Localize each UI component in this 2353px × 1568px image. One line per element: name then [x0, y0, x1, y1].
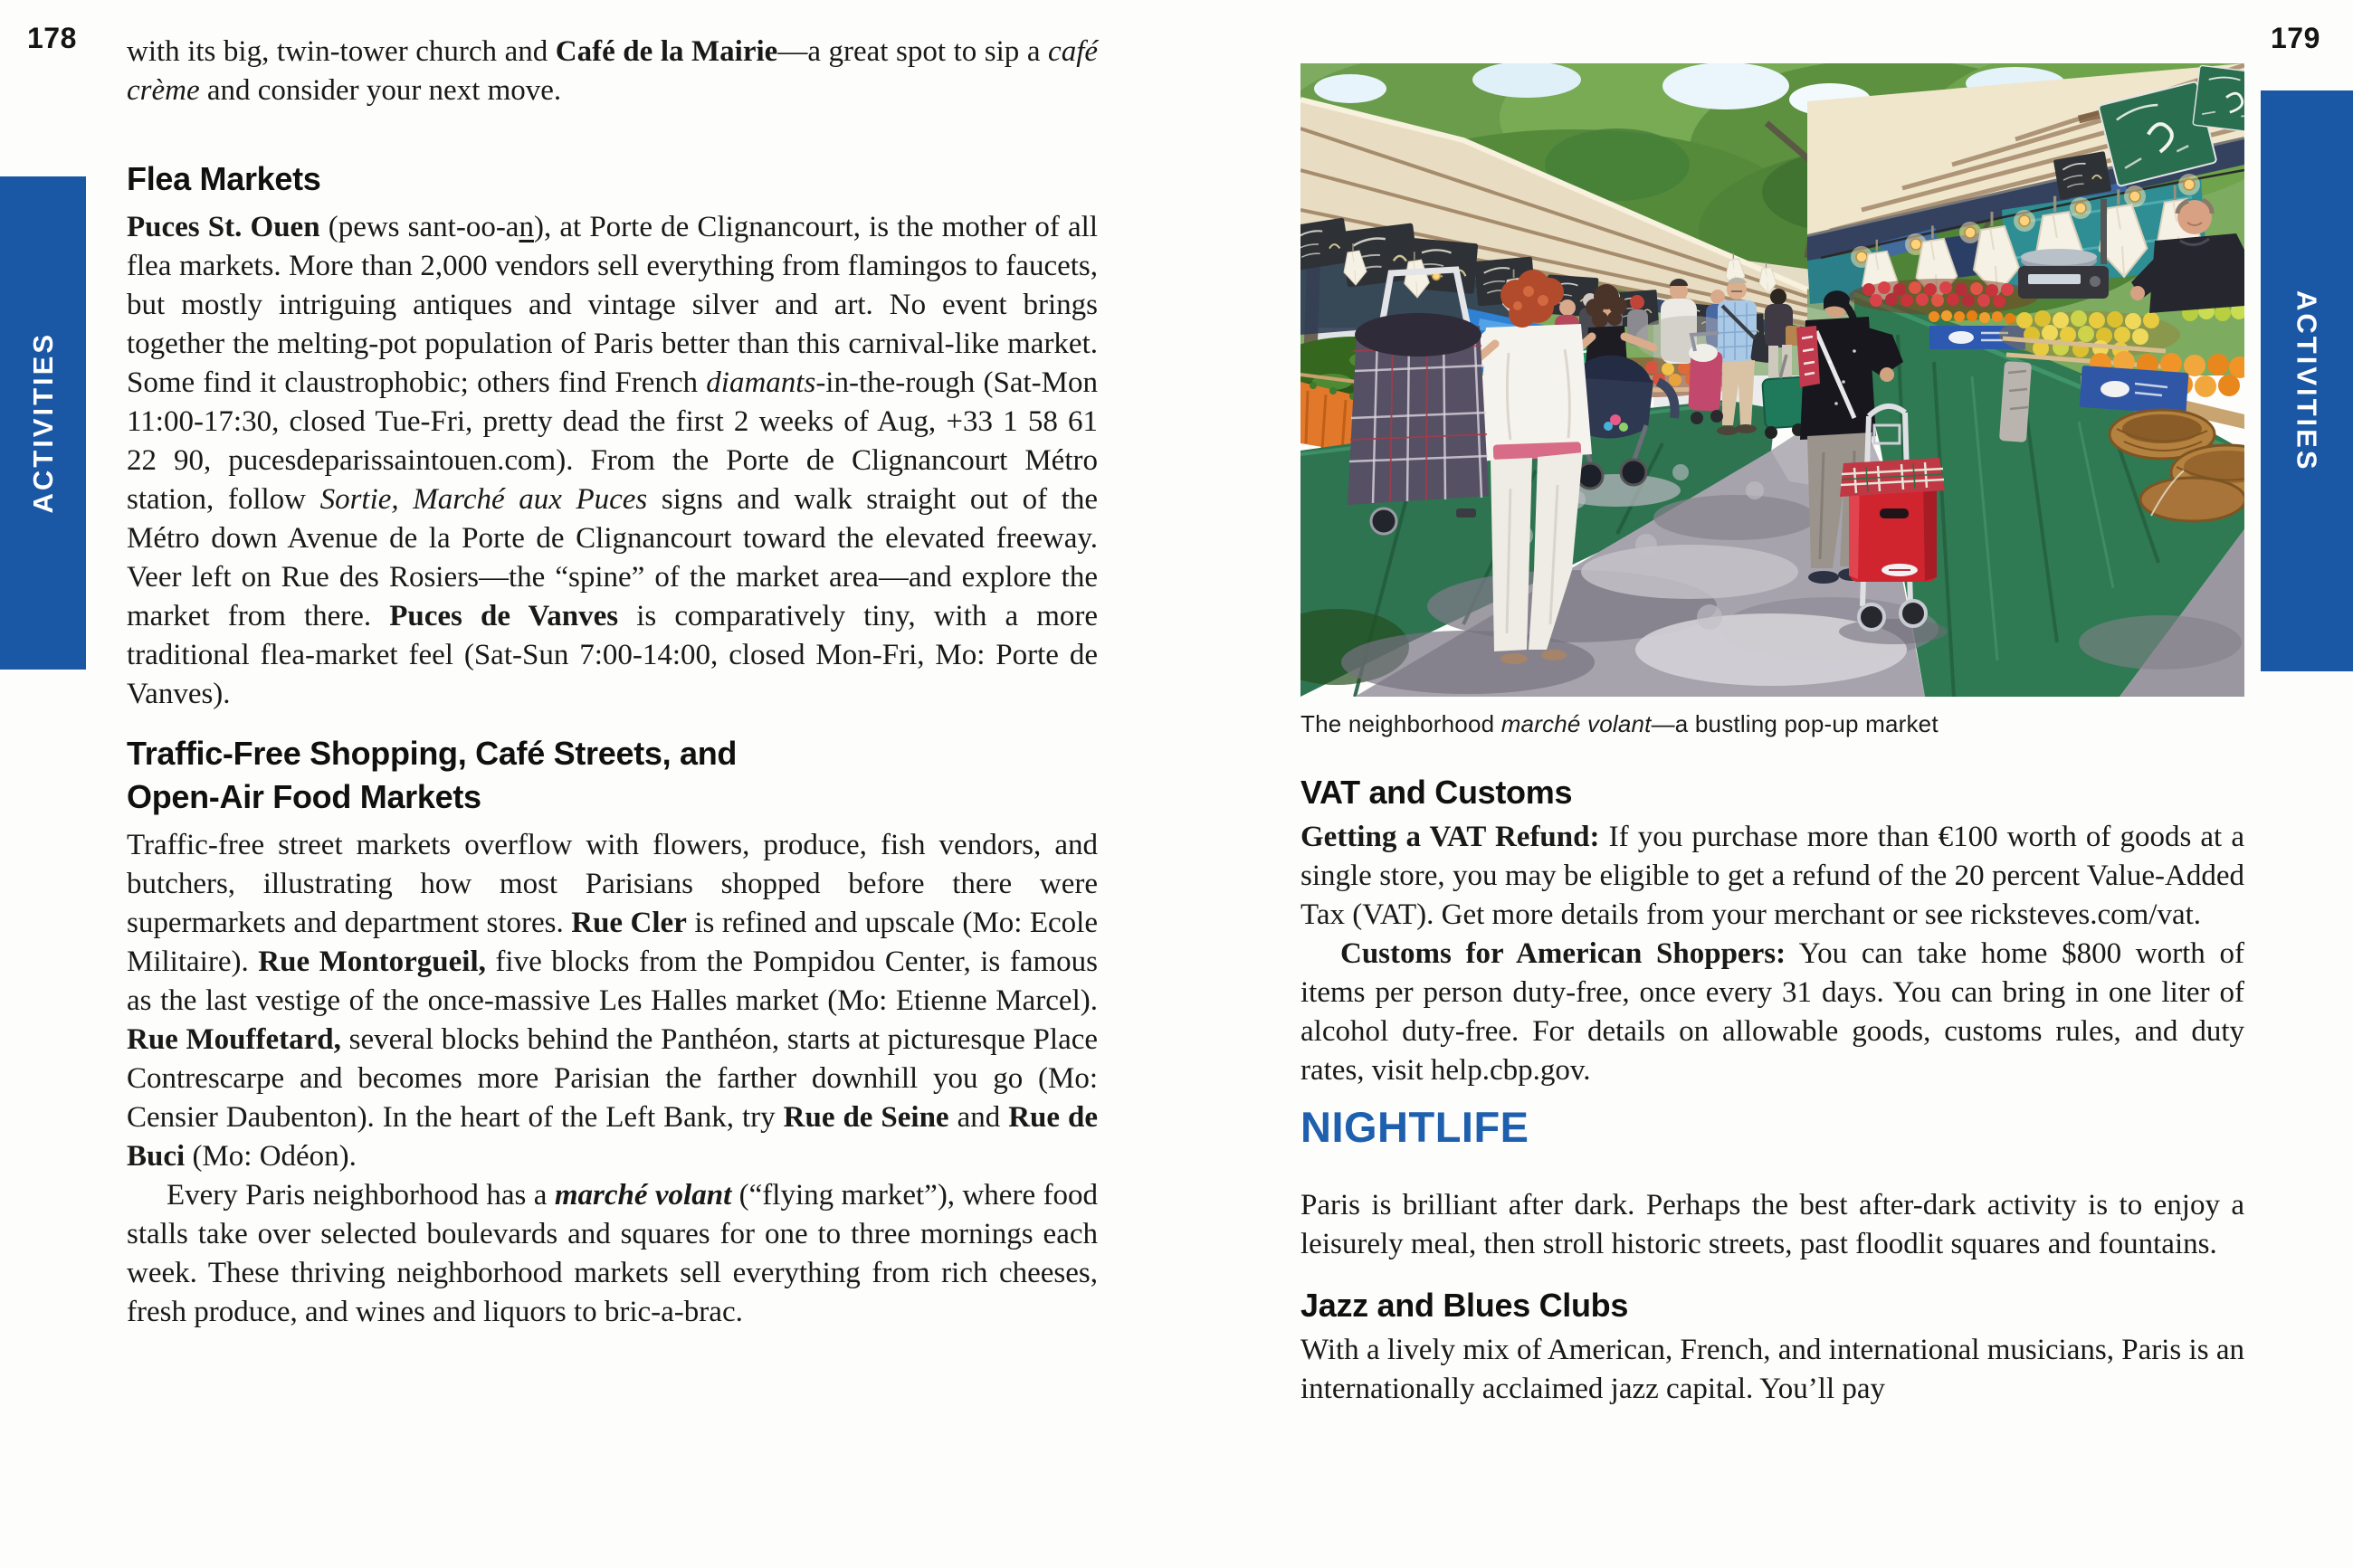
- page-number-right: 179: [2271, 22, 2320, 54]
- photo-caption: The neighborhood marché volant—a bustling pop-up market: [1300, 710, 1939, 737]
- activities-tab-right: [2261, 90, 2353, 671]
- customs-paragraph: Customs for American Shoppers: You can take home $800 worth of items per person duty-free, once every 31 days. You can bring in one liter of alcohol duty-free. For details on allowable goods, customs rules, and duty rates, visit help.cbp.gov.: [1300, 937, 2245, 1087]
- activities-tab-left: [0, 176, 86, 670]
- activities-tab-right-label: ACTIVITIES: [2291, 290, 2323, 472]
- flea-markets-heading: Flea Markets: [127, 160, 321, 197]
- shopping-heading-line1: Traffic-Free Shopping, Café Streets, and: [127, 735, 738, 772]
- right-page-column: [1300, 63, 2244, 1409]
- page-number-left: 178: [27, 22, 77, 54]
- shopping-heading: [127, 732, 1098, 819]
- market-photo-scene: [1300, 63, 2244, 697]
- vat-customs-heading: VAT and Customs: [1300, 774, 1573, 811]
- shopping-paragraph: Traffic-free street markets overflow with flowers, produce, fish vendors, and butchers, illustrating how most Parisians shopped before there were supermarkets and department stores. Rue Cler is refined and upscale (Mo: Ecole Militaire). Rue Montorgueil, five blocks from the Pompidou Center, is famous as the last vestige of the once-massive Les Halles market (Mo: Etienne Marcel). Rue Mouffetard, several blocks behind the Panthéon, starts at picturesque Place Contrescarpe and becomes more Parisian the farther downhill you go (Mo: Censier Daubenton). In the heart of the Left Bank, try Rue de Seine and Rue de Buci (Mo: Odéon).: [127, 829, 1099, 1173]
- intro-paragraph: with its big, twin-tower church and Café de la Mairie—a great spot to sip a café crème and consider your next move.: [127, 35, 1099, 107]
- market-photo: [1300, 63, 2244, 697]
- nightlife-heading: NIGHTLIFE: [1300, 1103, 1529, 1151]
- jazz-blues-heading: Jazz and Blues Clubs: [1300, 1287, 1629, 1324]
- activities-tab-left-label: ACTIVITIES: [27, 332, 59, 514]
- nightlife-intro-paragraph: Paris is brilliant after dark. Perhaps the best after-dark activity is to enjoy a leisurely meal, then stroll historic streets, past floodlit squares and fountains.: [1300, 1189, 2244, 1260]
- left-page-column: [127, 33, 1098, 1332]
- flea-markets-paragraph: Puces St. Ouen (pews sant-oo-an), at Porte de Clignancourt, is the mother of all flea markets. More than 2,000 vendors sell everything from flamingos to faucets, but mostly intriguing antiques and vintage silver and art. No event brings together the melting-pot population of Paris better than this carnival-like market. Some find it claustrophobic; others find French diamants-in-the-rough (Sat-Mon 11:00-17:30, closed Tue-Fri, pretty dead the first 2 weeks of Aug, +33 1 58 61 22 90, pucesdeparissaintouen.com). From the Porte de Clignancourt Métro station, follow Sortie, Marché aux Puces signs and walk straight out of the Métro down Avenue de la Porte de Clignancourt toward the elevated freeway. Veer left on Rue des Rosiers—the “spine” of the market area—and explore the market from there. Puces de Vanves is comparatively tiny, with a more traditional flea-market feel (Sat-Sun 7:00-14:00, closed Mon-Fri, Mo: Porte de Vanves).: [127, 211, 1099, 710]
- marche-volant-paragraph: Every Paris neighborhood has a marché volant (“flying market”), where food stalls take over selected boulevards and squares for one to three mornings each week. These thriving neighborhood markets sell everything from rich cheeses, fresh produce, and wines and liquors to bric-a-brac.: [127, 1179, 1098, 1328]
- jazz-clubs-paragraph: With a lively mix of American, French, and international musicians, Paris is an internationally acclaimed jazz capital. You’ll pay: [1300, 1334, 2244, 1405]
- vat-refund-paragraph: Getting a VAT Refund: If you purchase more than €100 worth of goods at a single store, you may be eligible to get a refund of the 20 percent Value-Added Tax (VAT). Get more details from your merchant or see ricksteves.com/vat.: [1300, 821, 2244, 931]
- shopping-heading-line2: Open-Air Food Markets: [127, 778, 481, 815]
